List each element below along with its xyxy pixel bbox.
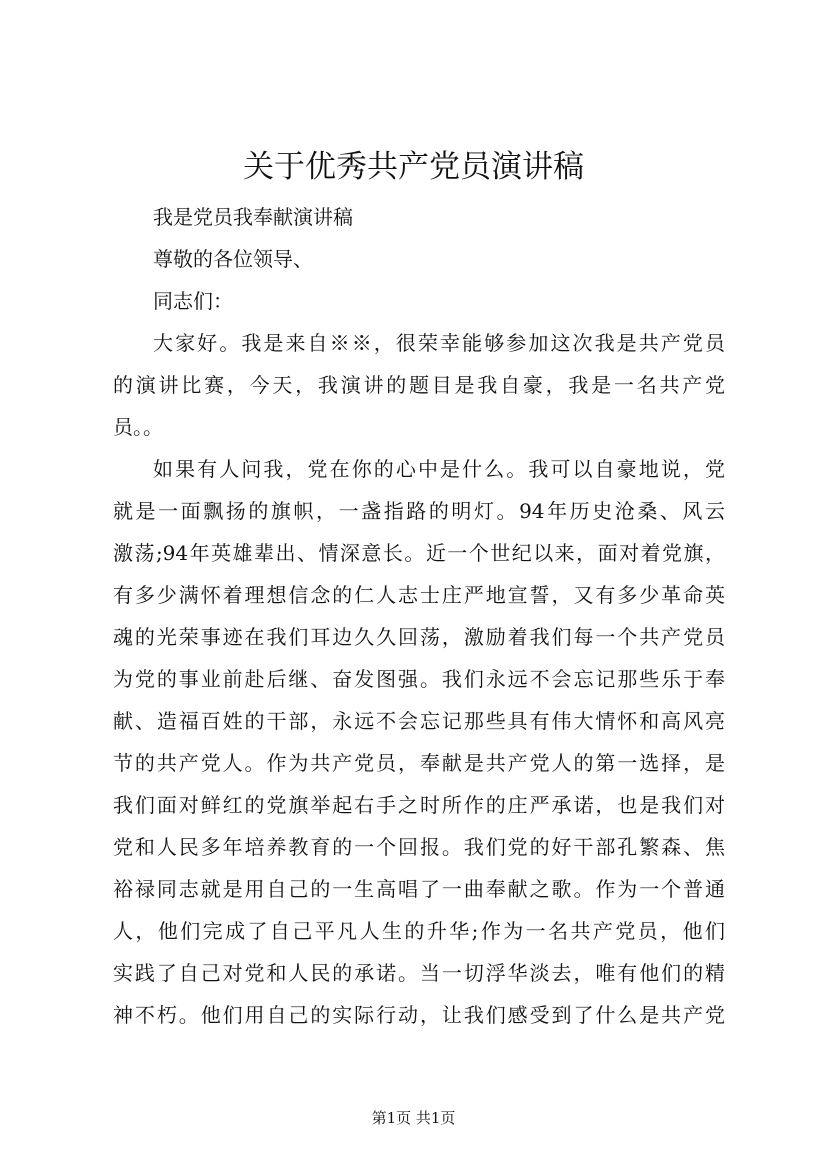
text-line: 节的共产党人。作为共产党员，奉献是共产党人的第一选择，是 xyxy=(113,751,725,775)
text-line: 神不朽。他们用自己的实际行动，让我们感受到了什么是共产党 xyxy=(113,1003,725,1027)
text-line: 献、造福百姓的干部，永远不会忘记那些具有伟大情怀和高风亮 xyxy=(113,709,725,733)
text-line: 如果有人问我，党在你的心中是什么。我可以自豪地说，党 xyxy=(153,457,725,481)
document-body xyxy=(113,196,725,1036)
text-line: 员。。 xyxy=(113,415,163,439)
text-line: 我们面对鲜红的党旗举起右手之时所作的庄严承诺，也是我们对 xyxy=(113,793,725,817)
page-footer: 第1页 共1页 xyxy=(371,1109,456,1127)
text-line: 同志们： xyxy=(153,289,233,313)
document-title: 关于优秀共产党员演讲稿 xyxy=(243,149,584,185)
text-line: 就是一面飘扬的旗帜，一盏指路的明灯。94年历史沧桑、风云 xyxy=(113,499,725,523)
text-line: 有多少满怀着理想信念的仁人志士庄严地宣誓，又有多少革命英 xyxy=(113,583,725,607)
text-line: 为党的事业前赴后继、奋发图强。我们永远不会忘记那些乐于奉 xyxy=(113,667,725,691)
text-line: 裕禄同志就是用自己的一生高唱了一曲奉献之歌。作为一个普通 xyxy=(113,877,725,901)
text-line: 党和人民多年培养教育的一个回报。我们党的好干部孔繁森、焦 xyxy=(113,835,725,859)
text-line: 人，他们完成了自己平凡人生的升华;作为一名共产党员，他们 xyxy=(113,919,725,943)
text-line: 的演讲比赛，今天，我演讲的题目是我自豪，我是一名共产党 xyxy=(113,373,725,397)
text-line: 大家好。我是来自※※，很荣幸能够参加这次我是共产党员 xyxy=(153,331,725,355)
text-line: 尊敬的各位领导、 xyxy=(153,247,313,271)
text-line: 我是党员我奉献演讲稿 xyxy=(153,205,353,229)
text-line: 魂的光荣事迹在我们耳边久久回荡，激励着我们每一个共产党员 xyxy=(113,625,725,649)
text-line: 实践了自己对党和人民的承诺。当一切浮华淡去，唯有他们的精 xyxy=(113,961,725,985)
text-line: 激荡;94年英雄辈出、情深意长。近一个世纪以来，面对着党旗， xyxy=(113,541,725,565)
